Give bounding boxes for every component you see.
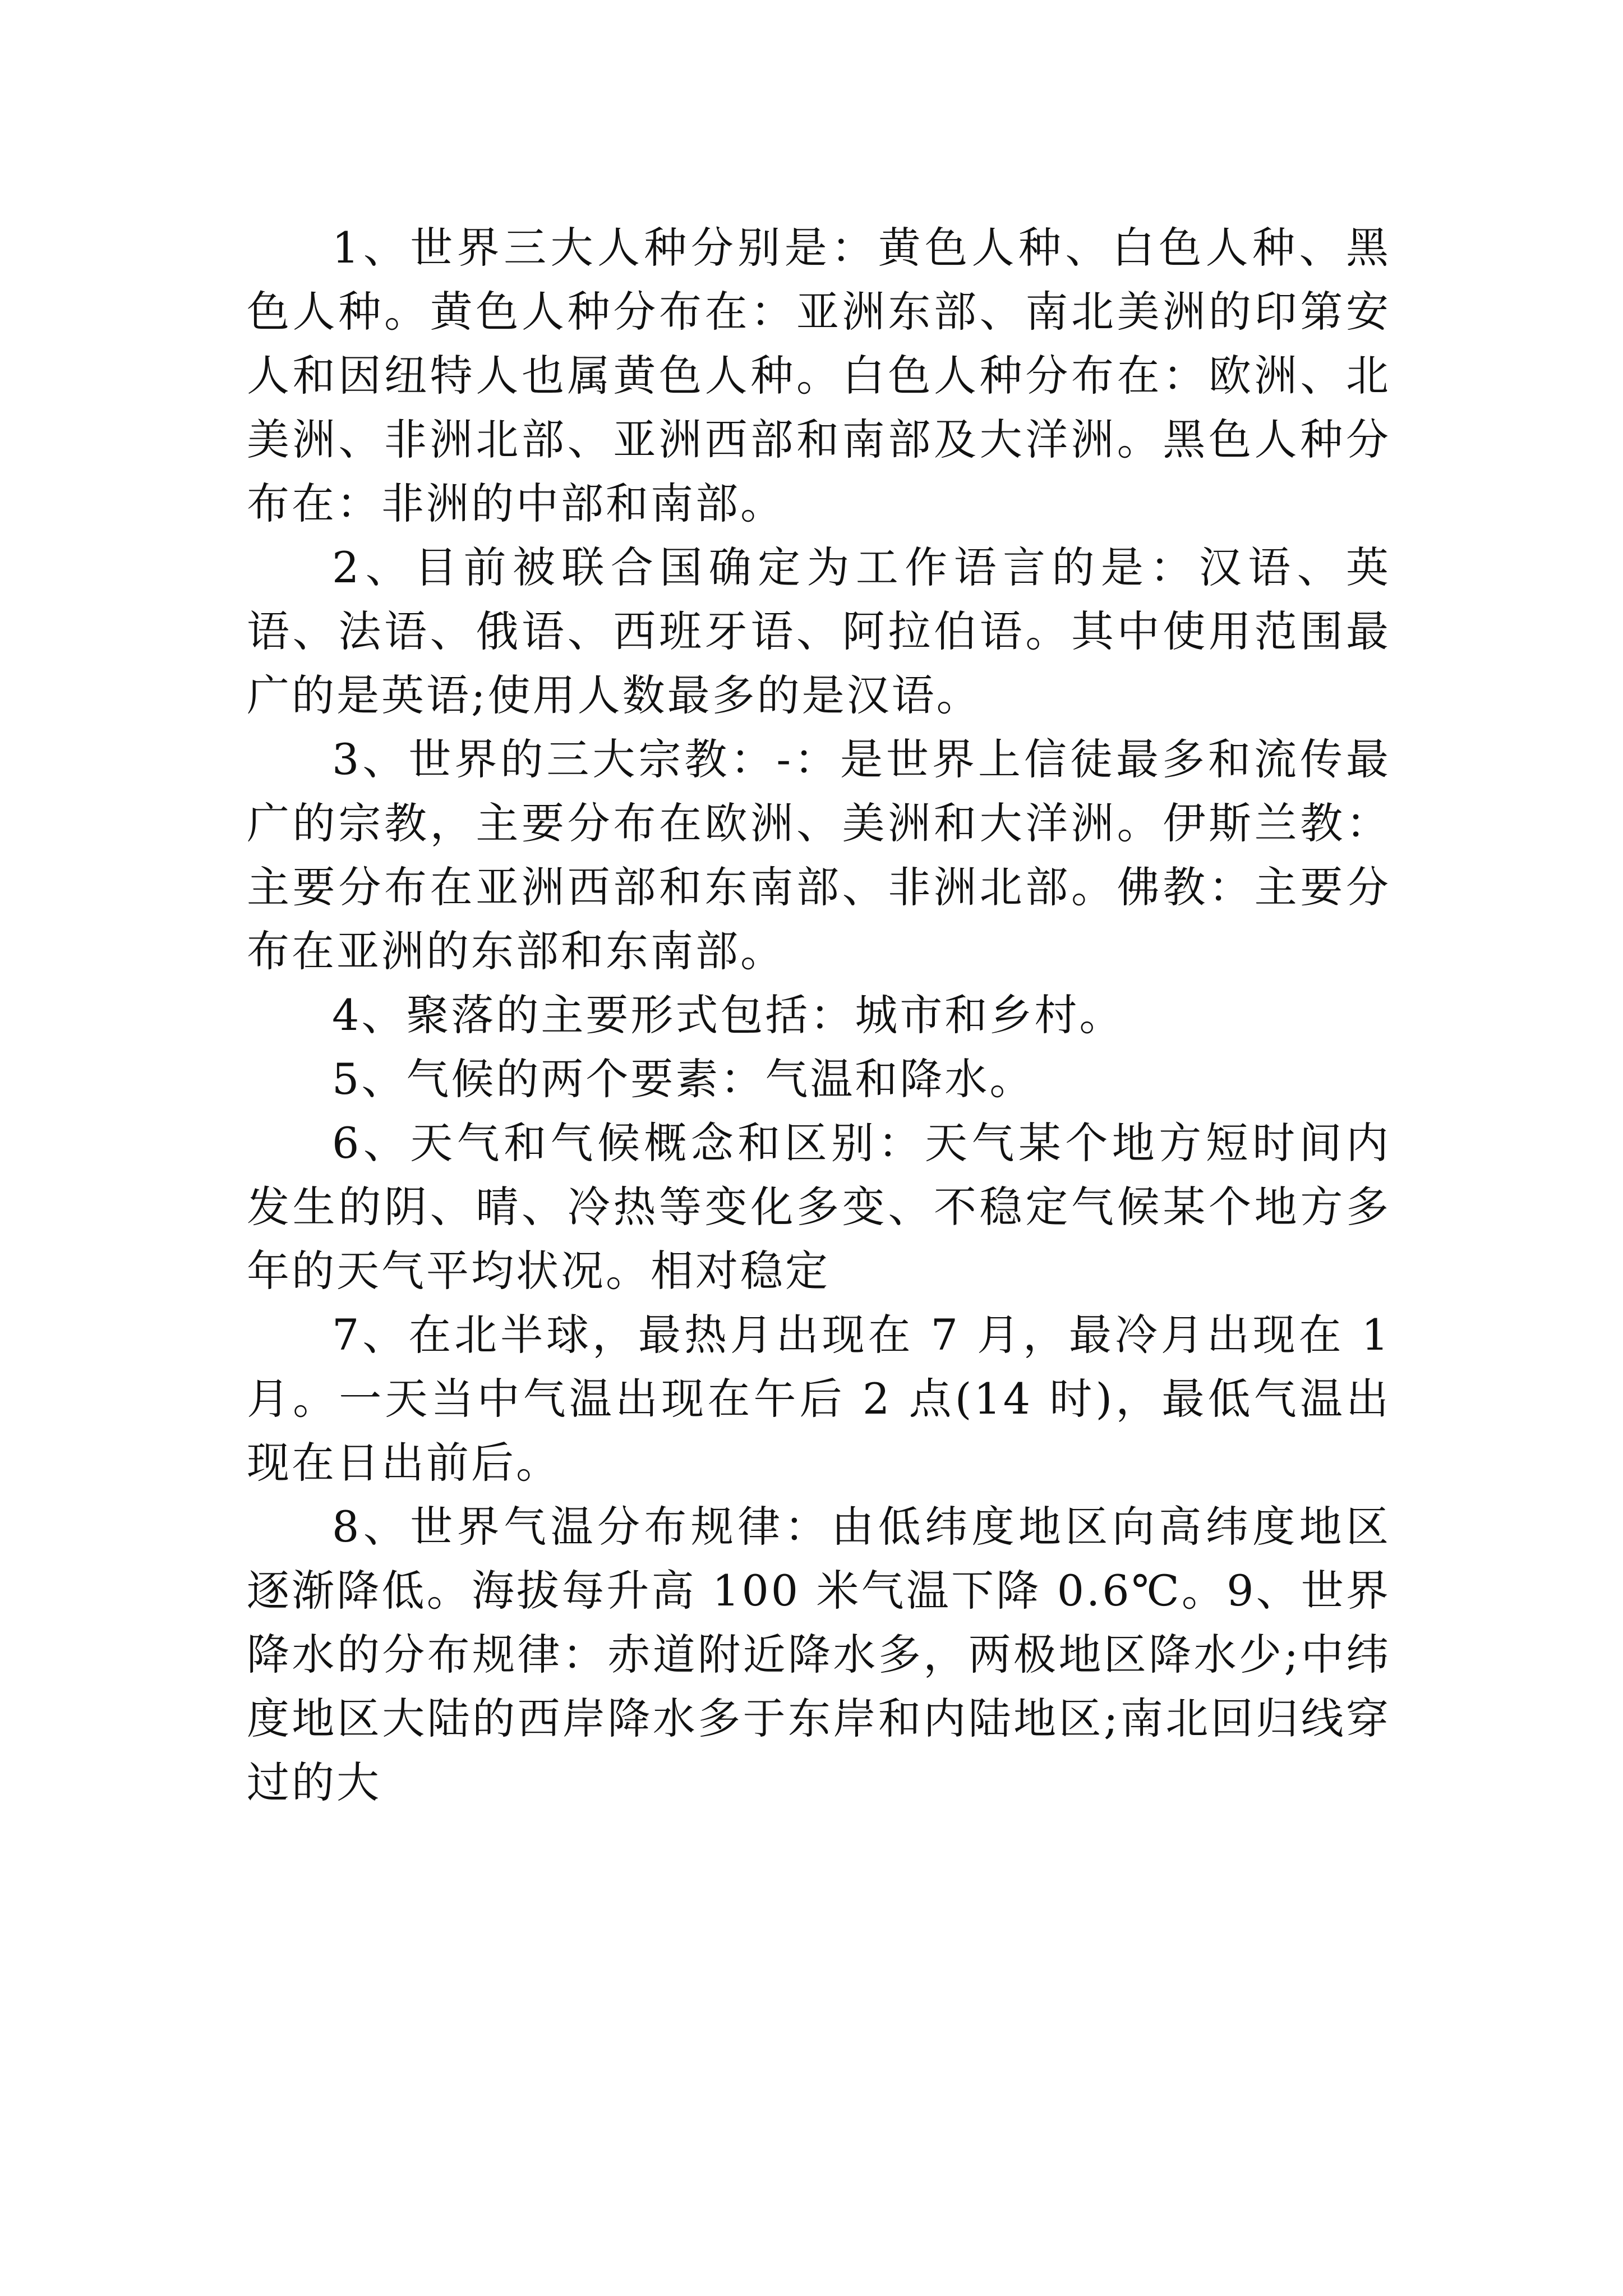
paragraph-1: 1、世界三大人种分别是：黄色人种、白色人种、黑色人种。黄色人种分布在：亚洲东部、南北美洲的印第安人和因纽特人也属黄色人种。白色人种分布在：欧洲、北美洲、非洲北部、亚洲西部和南部及大洋洲。黑色人种分布在：非洲的中部和南部。 xyxy=(247,223,1391,528)
paragraph-6: 6、天气和气候概念和区别：天气某个地方短时间内发生的阴、晴、冷热等变化多变、不稳定气候某个地方多年的天气平均状况。相对稳定 xyxy=(247,1118,1391,1296)
document-body xyxy=(247,216,1391,1815)
paragraph-4: 4、聚落的主要形式包括：城市和乡村。 xyxy=(332,990,1124,1040)
paragraph-7: 7、在北半球，最热月出现在 7 月，最冷月出现在 1 月。一天当中气温出现在午后 2 点(14 时)，最低气温出现在日出前后。 xyxy=(247,1310,1391,1488)
paragraph-8: 8、世界气温分布规律：由低纬度地区向高纬度地区逐渐降低。海拔每升高 100 米气温下降 0.6℃。9、世界降水的分布规律：赤道附近降水多，两极地区降水少;中纬度地区大陆的西岸降水多于东岸和内陆地区;南北回归线穿过的大 xyxy=(247,1502,1391,1807)
paragraph-2: 2、目前被联合国确定为工作语言的是：汉语、英语、法语、俄语、西班牙语、阿拉伯语。其中使用范围最广的是英语;使用人数最多的是汉语。 xyxy=(247,542,1391,720)
paragraph-5: 5、气候的两个要素：气温和降水。 xyxy=(332,1054,1035,1104)
paragraph-3: 3、世界的三大宗教：-：是世界上信徒最多和流传最广的宗教，主要分布在欧洲、美洲和大洋洲。伊斯兰教：主要分布在亚洲西部和东南部、非洲北部。佛教：主要分布在亚洲的东部和东南部。 xyxy=(247,734,1391,976)
